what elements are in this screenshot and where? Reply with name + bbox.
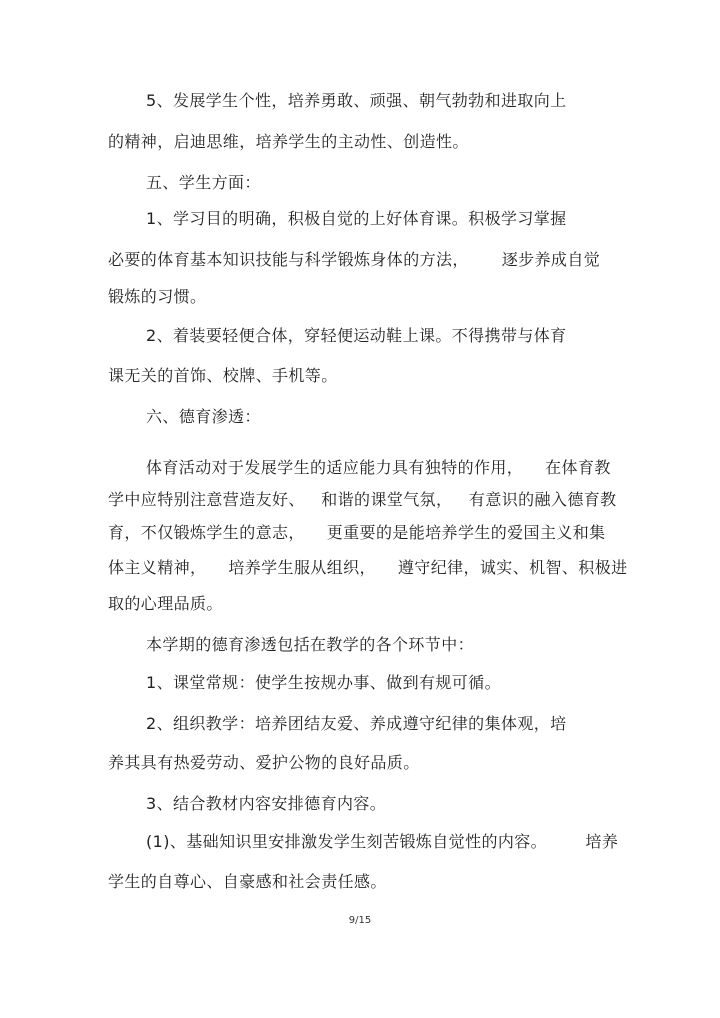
text-line: 课无关的首饰、校牌、手机等。 [108, 366, 338, 385]
text-line: 2、组织教学：培养团结友爱、养成遵守纪律的集体观，培 [146, 714, 567, 733]
text-line: 本学期的德育渗透包括在教学的各个环节中： [146, 635, 475, 654]
text-line: 5、发展学生个性，培养勇敢、顽强、朝气勃勃和进取向上 [146, 91, 567, 110]
section-heading: 六、德育渗透： [146, 407, 261, 426]
text-line: 养其具有热爱劳动、爱护公物的良好品质。 [108, 753, 420, 772]
text-line: 3、结合教材内容安排德育内容。 [146, 794, 387, 813]
text-line: 取的心理品质。 [108, 594, 223, 613]
text-line: 2、着装要轻便合体，穿轻便运动鞋上课。不得携带与体育 [146, 326, 567, 345]
text-line: 锻炼的习惯。 [108, 287, 207, 306]
text-line: 1、学习目的明确，积极自觉的上好体育课。积极学习掌握 [146, 209, 567, 228]
text-line: 体主义精神， 培养学生服从组织， 遵守纪律，诚实、机智、积极进 [108, 558, 628, 577]
section-heading: 五、学生方面： [146, 173, 261, 192]
text-line: 必要的体育基本知识技能与科学锻炼身体的方法， 逐步养成自觉 [108, 250, 601, 269]
page-number: 9/15 [348, 915, 372, 926]
text-line: 的精神，启迪思维，培养学生的主动性、创造性。 [108, 132, 469, 151]
text-line: 体育活动对于发展学生的适应能力具有独特的作用， 在体育教 [146, 458, 611, 477]
text-line: 1、课堂常规：使学生按规办事、做到有规可循。 [146, 673, 501, 692]
text-line: 学生的自尊心、自豪感和社会责任感。 [108, 872, 387, 891]
text-line: (1)、基础知识里安排激发学生刻苦锻炼自觉性的内容。 培养 [146, 832, 619, 851]
text-line: 育，不仅锻炼学生的意志， 更重要的是能培养学生的爱国主义和集 [108, 523, 606, 542]
text-line: 学中应特别注意营造友好、 和谐的课堂气氛， 有意识的融入德育教 [108, 490, 617, 509]
